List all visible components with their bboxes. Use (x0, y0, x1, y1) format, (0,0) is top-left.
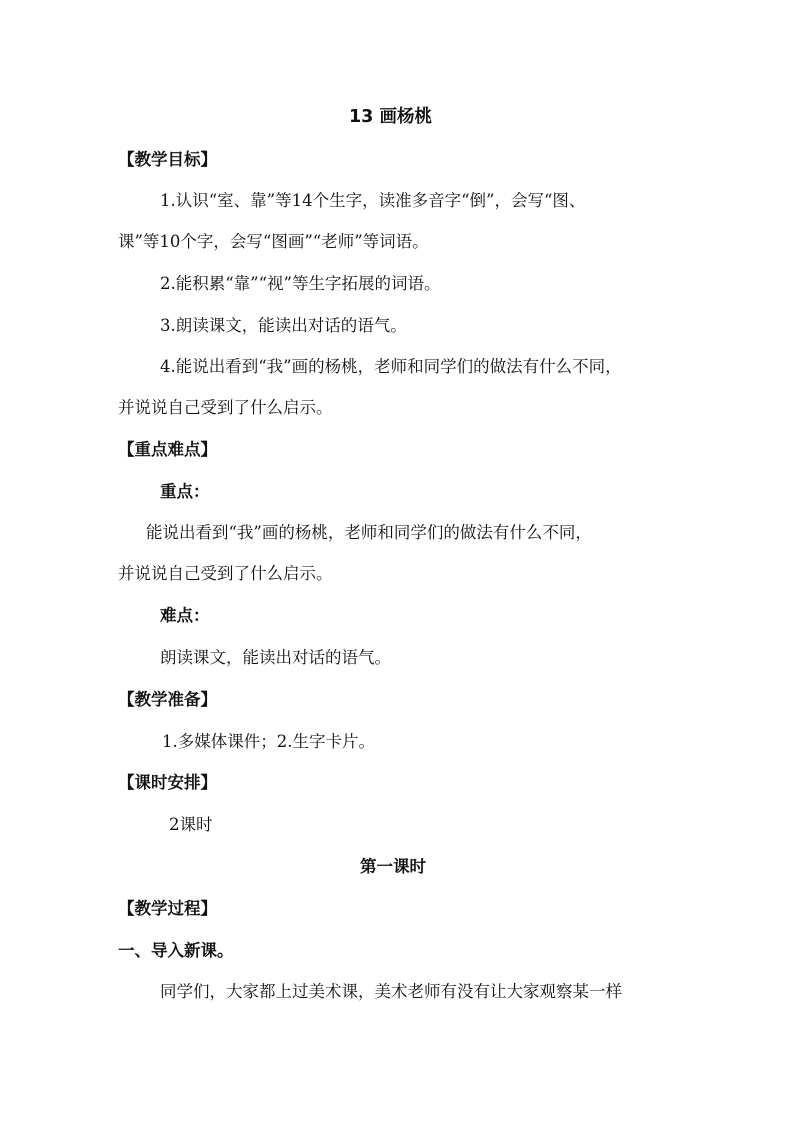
key-point-line-2: 并说说自己受到了什么启示。 (118, 564, 333, 583)
objective-item-1-line-2: 课”等10个字，会写“图画”“老师”等词语。 (118, 232, 429, 251)
objective-item-1-line-1: 1.认识“室、靠”等14个生字，读准多音字“倒”，会写“图、 (160, 191, 586, 210)
objective-item-2: 2.能积累“靠”“视”等生字拓展的词语。 (160, 274, 441, 293)
preparation-text: 1.多媒体课件；2.生字卡片。 (162, 732, 375, 751)
difficulty-text: 朗读课文，能读出对话的语气。 (160, 648, 391, 667)
key-point-line-1: 能说出看到“我”画的杨桃，老师和同学们的做法有什么不同， (146, 523, 592, 542)
key-point-label: 重点： (160, 482, 210, 501)
preparation-heading: 【教学准备】 (118, 690, 217, 709)
lesson-title: 第一课时 (360, 857, 426, 876)
schedule-text: 2课时 (169, 815, 213, 834)
document-title: 13 画杨桃 (349, 107, 432, 127)
step-1-heading: 一、导入新课。 (118, 941, 234, 960)
step-1-text: 同学们，大家都上过美术课，美术老师有没有让大家观察某一样 (160, 982, 622, 1001)
objective-item-4-line-2: 并说说自己受到了什么启示。 (118, 398, 333, 417)
objectives-heading: 【教学目标】 (118, 150, 217, 169)
objective-item-3: 3.朗读课文，能读出对话的语气。 (160, 316, 407, 335)
key-points-heading: 【重点难点】 (118, 440, 217, 459)
objective-item-4-line-1: 4.能说出看到“我”画的杨桃，老师和同学们的做法有什么不同， (160, 357, 622, 376)
process-heading: 【教学过程】 (118, 899, 217, 918)
schedule-heading: 【课时安排】 (118, 773, 217, 792)
difficulty-label: 难点： (160, 606, 210, 625)
